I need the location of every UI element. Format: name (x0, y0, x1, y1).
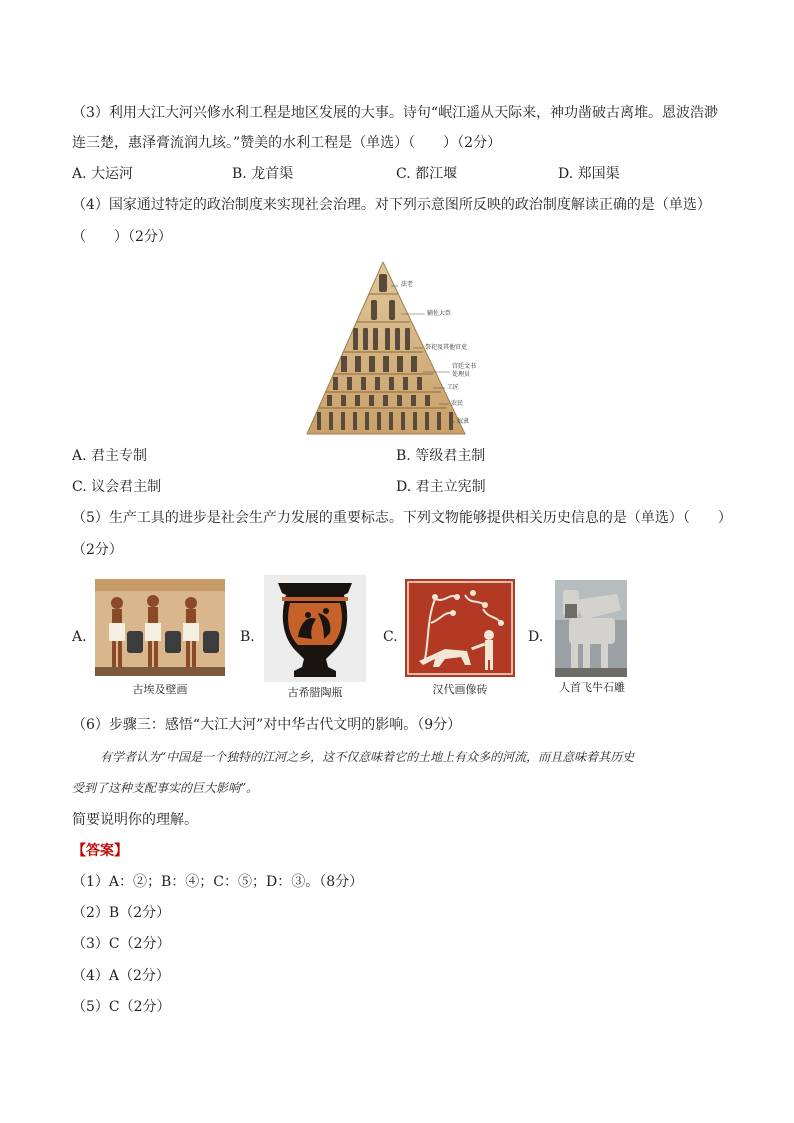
answer-line-3: （3）C（2分） (72, 936, 171, 952)
q3-option-a: A. 大运河 (72, 166, 134, 182)
q6-quote-line1: 有学者认为“中国是一个独特的江河之乡，这不仅意味着它的土地上有众多的河流，而且意味着其历史 (100, 750, 635, 764)
egyptian-mural-image (95, 579, 225, 676)
lamassu-sculpture-image (555, 580, 627, 677)
q6-line1: （6）步骤三：感悟“大江大河”对中华古代文明的影响。（9分） (72, 717, 462, 733)
q4-line2: （ ）（2分） (72, 229, 172, 245)
q5-letter-d: D. (528, 629, 544, 645)
caption-lamassu-sculpture: 人首飞牛石雕 (559, 681, 625, 694)
answer-line-2: （2）B（2分） (72, 905, 171, 921)
q3-option-d: D. 郑国渠 (558, 166, 620, 182)
pyramid-label-ministers: 辅佐大臣 (427, 310, 452, 317)
answer-line-4: （4）A（2分） (72, 968, 170, 984)
answer-tag: 【答案】 (72, 843, 128, 859)
pyramid-label-farmers: 农民 (451, 400, 464, 407)
han-brick-relief-image (405, 579, 515, 677)
q5-letter-b: B. (240, 629, 255, 645)
pyramid-label-scribes: 宫廷文书处理员 (452, 363, 477, 378)
answer-line-5: （5）C（2分） (72, 999, 171, 1015)
greek-vase-image (264, 575, 366, 682)
caption-han-brick-relief: 汉代画像砖 (432, 683, 488, 696)
q3-option-b: B. 龙首渠 (232, 166, 294, 182)
q3-line1: （3）利用大江大河兴修水利工程是地区发展的大事。诗句“岷江遥从天际来，神功凿破古离堆。恩波浩渺 (72, 105, 719, 121)
caption-egyptian-mural: 古埃及壁画 (132, 683, 188, 696)
caption-greek-vase: 古希腊陶瓶 (287, 686, 343, 699)
q4-option-d: D. 君主立宪制 (396, 479, 486, 495)
q4-option-a: A. 君主专制 (72, 448, 148, 464)
q4-option-b: B. 等级君主制 (396, 448, 486, 464)
q6-quote-line2: 受到了这种支配事实的巨大影响”。 (72, 781, 259, 795)
q6-line2: 简要说明你的理解。 (72, 812, 198, 828)
pyramid-label-priests: 祭祀及其他官吏 (425, 344, 468, 351)
social-pyramid-figure (305, 262, 500, 436)
pyramid-label-pharaoh: 法老 (401, 281, 414, 288)
q3-line2: 连三楚，惠泽膏流润九垓。”赞美的水利工程是（单选）（ ）（2分） (72, 135, 502, 151)
q5-letter-c: C. (383, 629, 398, 645)
pyramid-label-slaves: 奴隶 (457, 418, 470, 425)
answer-line-1: （1）A：②；B：④；C：⑤；D：③。（8分） (72, 874, 364, 890)
q3-option-c: C. 都江堰 (396, 166, 458, 182)
q5-line1: （5）生产工具的进步是社会生产力发展的重要标志。下列文物能够提供相关历史信息的是（单选）（ ） (72, 510, 732, 526)
q4-line1: （4）国家通过特定的政治制度来实现社会治理。对下列示意图所反映的政治制度解读正确的是（单选） (72, 197, 711, 213)
pyramid-label-artisans: 工匠 (447, 384, 460, 391)
q5-letter-a: A. (72, 629, 87, 645)
q4-option-c: C. 议会君主制 (72, 479, 162, 495)
q5-line2: （2分） (72, 542, 123, 558)
